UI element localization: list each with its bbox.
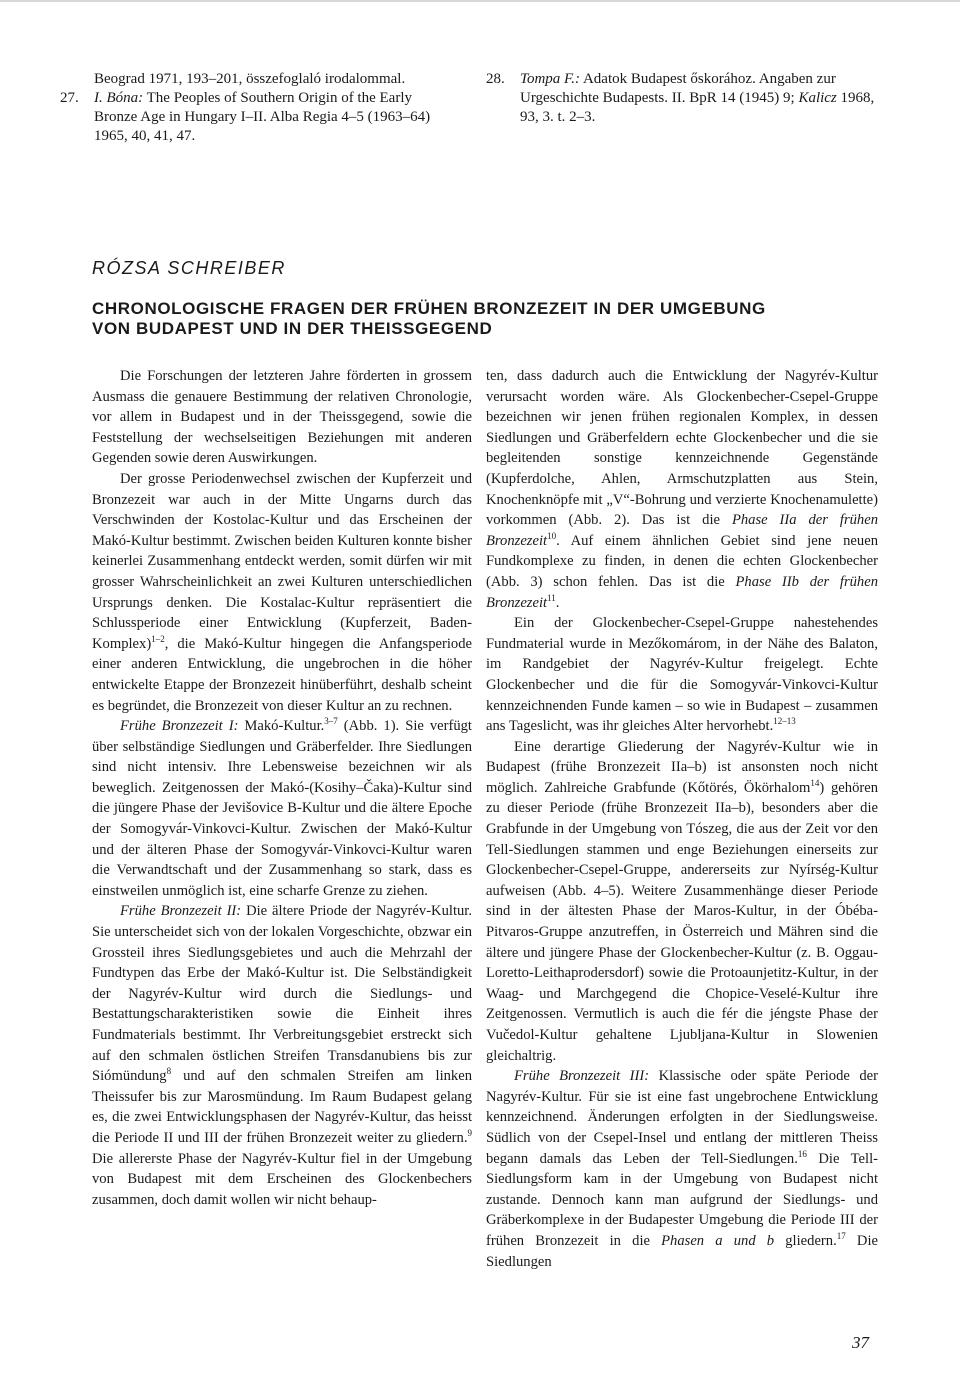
reference-entry [60, 89, 450, 146]
column-left [92, 366, 472, 1210]
section-heading: Frühe Bronzezeit III: [514, 1068, 650, 1085]
references-left [60, 70, 450, 146]
paragraph: Frühe Bronzezeit II: Die ältere Priode der Nagyrév-Kultur. Sie unterscheidet sich von der lokalen Vorgeschichte, obzwar ein Grossteil ihres Siedlungsgebietes und auch die Mehrzahl der Fundtypen das Erbe der Makó-Kultur ist. Die Selbständigkeit der Nagyrév-Kultur wird durch die Siedlungs- und Bestattungscharakteristiken sowie die Einheit ihres Fundmaterials bestimmt. Ihr Verbreitungsgebiet erstreckt sich auf den schmalen östlichen Streifen Transdanubiens bis zur Siómündung$^8$ und auf den schmalen Streifen am linken Theissufer bis zur Marosmündung. Im Raum Budapest gelang es, die zwei Entwicklungsphasen der Nagyrév-Kultur, das heisst die Periode II und III der frühen Bronzezeit weiter zu gliedern.$^9$ Die allererste Phase der Nagyrév-Kultur fiel in der Umgebung von Budapest mit dem Erscheinen des Glockenbechers zusammen, doch damit wollen wir nicht behaup- [92, 903, 472, 1208]
reference-number: 28. [486, 71, 505, 87]
reference-text: Tompa F.: Adatok Budapest őskorához. Angaben zur Urgeschichte Budapests. II. BpR 14 (1945) 9; Kalicz 1968, 93, 3. t. 2–3. [520, 71, 875, 125]
page-number: 37 [852, 1333, 869, 1352]
section-heading: Frühe Bronzezeit II: [120, 903, 242, 920]
reference-author: I. Bóna: [94, 90, 144, 106]
reference-entry [486, 70, 886, 127]
top-rule [0, 0, 960, 2]
reference-text: I. Bóna: The Peoples of Southern Origin of the Early Bronze Age in Hungary I–II. Alba Regia 4–5 (1963–64) 1965, 40, 41, 47. [94, 90, 431, 144]
paragraph: Die Forschungen der letzteren Jahre förderten in grossem Ausmass die genauere Bestimmung der relativen Chronologie, vor allem in Budapest und in der Theissgegend, sowie die Feststellung der wechselseitigen Beziehungen mit anderen Gegenden sowie deren Auswirkungen. [92, 368, 472, 467]
reference-text: Beograd 1971, 193–201, összefoglaló irodalommal. [94, 71, 406, 87]
reference-number: 27. [60, 90, 79, 106]
paragraph: Frühe Bronzezeit III: Klassische oder späte Periode der Nagyrév-Kultur. Für sie ist eine fast ungebrochene Entwicklung kennzeichnend. Änderungen erfolgten in der Siedlungsweise. Südlich von der Csepel-Insel und entlang der mittleren Theiss begann damals das Leben der Tell-Siedlungen.$^{16}$ Die Tell-Siedlungsform kam in der Umgebung von Budapest nicht zustande. Dennoch kann man aufgrund der Siedlungs- und Gräberkomplexe in der Budapester Umgebung die Periode III der frühen Bronzezeit in die Phasen a und b gliedern.$^{17}$ Die Siedlungen [486, 1068, 878, 1270]
title-line-1: CHRONOLOGISCHE FRAGEN DER FRÜHEN BRONZEZEIT IN DER UMGEBUNG [92, 299, 766, 318]
paragraph: Eine derartige Gliederung der Nagyrév-Kultur wie in Budapest (frühe Bronzezeit IIa–b) ist ansonsten noch nicht möglich. Zahlreiche Grabfunde (Kőtörés, Ökörhalom$^{14}$) gehören zu dieser Periode (frühe Bronzezeit IIa–b), besonders aber die Grabfunde in der Umgebung von Tószeg, die aus der Zeit vor den Tell-Siedlungen stammen und enge Beziehungen einerseits zur Glockenbecher-Csepel-Gruppe, andererseits zur Nyírség-Kultur aufweisen (Abb. 4–5). Weitere Zusammenhänge dieser Periode sind in der ältesten Phase der Maros-Kultur, in der Óbéba-Pitvaros-Gruppe anzutreffen, in Österreich und Mähren sind die ältere und jüngere Phase der Glockenbecher-Kultur (z. B. Oggau-Loretto-Leithaprodersdorf) sowie die Protoaunjetitz-Kultur, in der Waag- und Marchgegend die Chopice-Veselé-Kultur ihre Zeitgenossen. Vermutlich is auch die fér die jéngste Phase der Vučedol-Kultur gehaltene Ljubljana-Kultur in Slowenien gleichaltrig. [486, 738, 879, 1064]
article-title [92, 299, 892, 339]
reference-author: Tompa F.: [520, 71, 581, 87]
article-author: RÓZSA SCHREIBER [92, 258, 286, 278]
title-line-2: VON BUDAPEST UND IN DER THEISSGEGEND [92, 319, 493, 338]
reference-entry [60, 70, 450, 89]
column-right [486, 366, 878, 1272]
paragraph: Frühe Bronzezeit I: Makó-Kultur.$^{3-7}$ (Abb. 1). Sie verfügt über selbständige Siedlungen und Gräberfelder. Ihre Siedlungen sind nicht intensiv. Ihre Lebensweise bezeichnen wir als beweglich. Zeitgenossen der Makó-(Kosihy–Čaka)-Kultur sind die jüngere Phase der Jevišovice B-Kultur und die ältere Epoche der Somogyvár-Vinkovci-Kultur. Zwischen der Makó-Kultur und der älteren Phase der Somogyvár-Vinkovci-Kultur waren die Verwandtschaft und der Zusammenhang so stark, dass es einstweilen unmöglich ist, eine scharfe Grenze zu ziehen. [92, 716, 472, 899]
paragraph: Ein der Glockenbecher-Csepel-Gruppe nahestehendes Fundmaterial wurde in Mezőkomárom, in der Nähe des Balaton, im Randgebiet der Nagyrév-Kultur freigelegt. Echte Glockenbecher und die für die Somogyvár-Vinkovci-Kultur kennzeichnenden Funde kamen – so wie in Budapest – zusammen ans Tageslicht, was ihr gleiches Alter hervorhebt.$^{12-13}$ [486, 615, 878, 735]
paragraph: ten, dass dadurch auch die Entwicklung der Nagyrév-Kultur verursacht worden wäre. Als Glockenbecher-Csepel-Gruppe bezeichnen wir jenen frühen regionalen Komplex, in dessen Siedlungen und Gräberfeldern echte Glockenbecher und die sie begleitenden sonstige kennzeichnende Gegenstände (Kupferdolche, Ahlen, Armschutzplatten aus Stein, Knochenknöpfe mit „V“-Bohrung und verzierte Knochenamulette) vorkommen (Abb. 2). Das ist die Phase IIa der frühen Bronzezeit$^{10}$. Auf einem ähnlichen Gebiet sind jene neuen Fundkomplexe zu finden, in denen die echten Glockenbecher (Abb. 3) schon fehlen. Das ist die Phase IIb der frühen Bronzezeit$^{11}$. [486, 368, 878, 611]
paragraph: Der grosse Periodenwechsel zwischen der Kupferzeit und Bronzezeit war auch in der Mitte Ungarns durch das Verschwinden der Kostolac-Kultur und das Erscheinen der Makó-Kultur bestimmt. Zwischen beiden Kulturen konnte bisher keinerlei Zusammenhang entdeckt werden, somit dürfen wir mit grosser Wahrscheinlichkeit an zwei Kulturen unterschiedlichen Ursprungs denken. Die Kostalac-Kultur repräsentiert die Schlussperiode einer Entwicklung (Kupferzeit, Baden-Komplex)$^{1-2}$, die Makó-Kultur hingegen die Anfangsperiode einer anderen Entwicklung, die ungebrochen in die höher entwickelte Etappe der Bronzezeit hinüberführt, deshalb scheint es begründet, die Bronzezeit von dieser Kultur an zu rechnen. [92, 470, 472, 714]
section-heading: Frühe Bronzezeit I: [120, 718, 239, 735]
references-right [486, 70, 886, 127]
reference-number [60, 70, 94, 89]
